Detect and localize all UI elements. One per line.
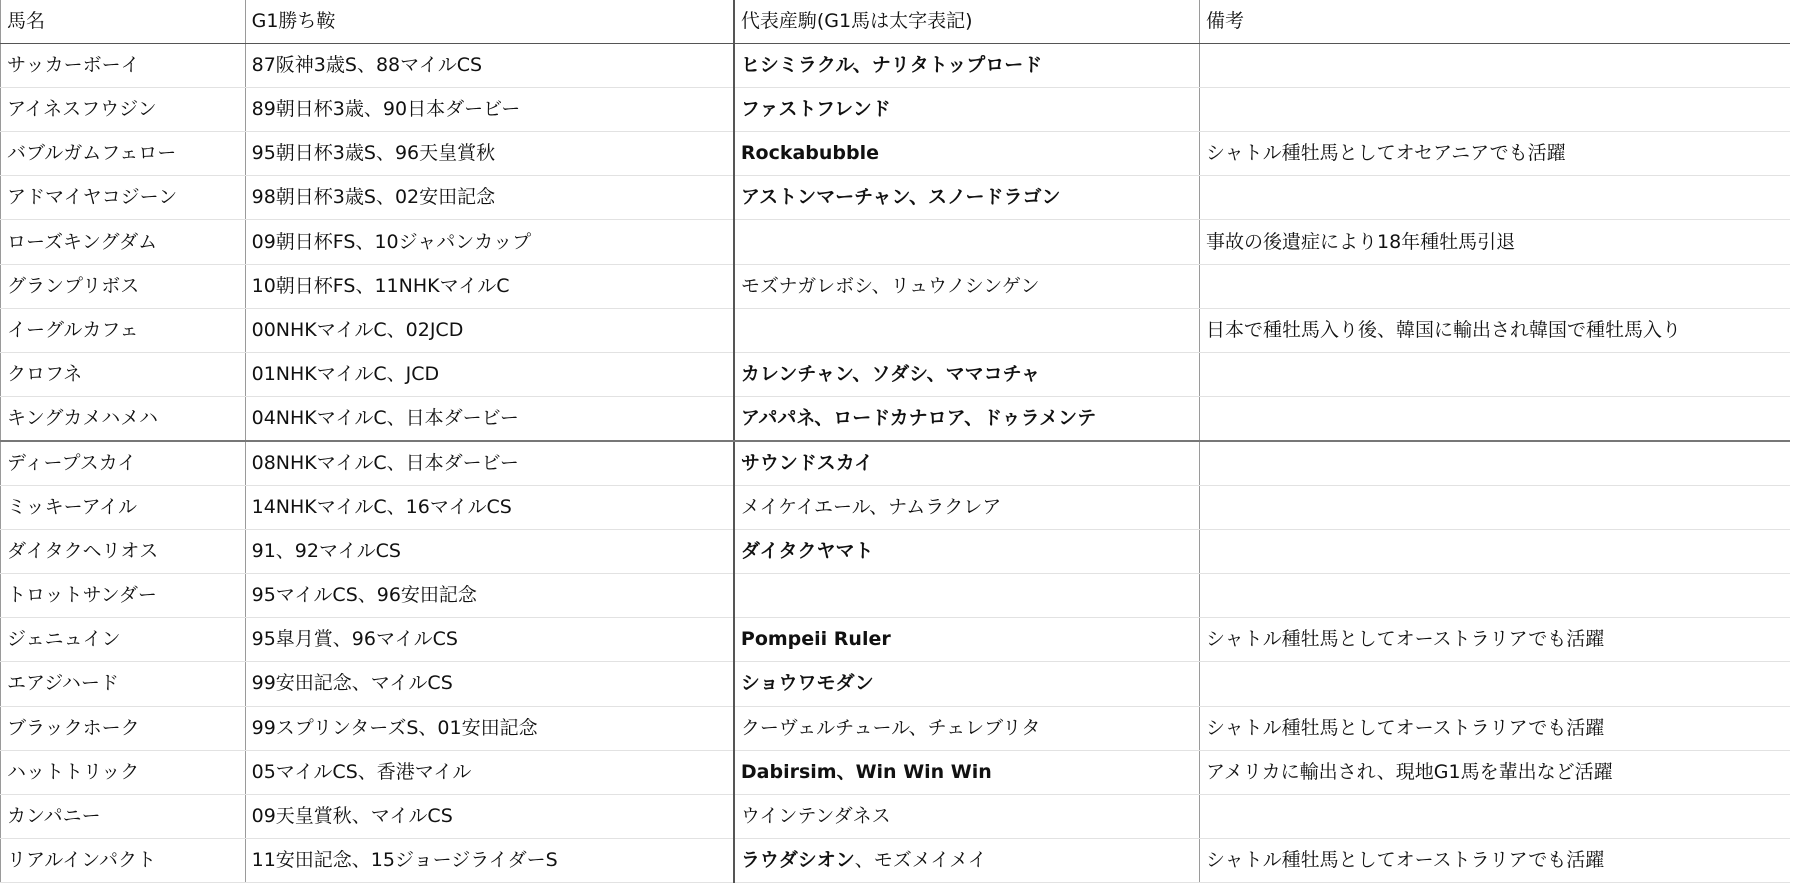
cell-horse-name[interactable]: ブラックホーク bbox=[1, 706, 246, 750]
table-row bbox=[1, 706, 1791, 750]
cell-notes[interactable] bbox=[1200, 44, 1791, 88]
cell-notes[interactable] bbox=[1200, 176, 1791, 220]
cell-horse-name[interactable]: トロットサンダー bbox=[1, 574, 246, 618]
cell-progeny[interactable] bbox=[734, 88, 1200, 132]
cell-progeny[interactable] bbox=[734, 220, 1200, 264]
table-row bbox=[1, 176, 1791, 220]
table-row bbox=[1, 618, 1791, 662]
cell-progeny[interactable] bbox=[734, 486, 1200, 530]
cell-notes[interactable] bbox=[1200, 352, 1791, 396]
cell-horse-name[interactable]: キングカメハメハ bbox=[1, 396, 246, 441]
progeny-text: モズナガレボシ、リュウノシンゲン bbox=[740, 274, 1040, 297]
cell-progeny[interactable] bbox=[734, 132, 1200, 176]
progeny-g1-text: サウンドスカイ bbox=[740, 451, 874, 474]
cell-g1-wins[interactable]: 89朝日杯3歳、90日本ダービー bbox=[245, 88, 734, 132]
cell-g1-wins[interactable]: 00NHKマイルC、02JCD bbox=[245, 308, 734, 352]
progeny-g1-text: Pompeii Ruler bbox=[740, 628, 891, 651]
cell-progeny[interactable] bbox=[734, 176, 1200, 220]
cell-horse-name[interactable]: カンパニー bbox=[1, 794, 246, 838]
table-row bbox=[1, 794, 1791, 838]
table-row bbox=[1, 838, 1791, 882]
cell-g1-wins[interactable]: 05マイルCS、香港マイル bbox=[245, 750, 734, 794]
header-cell-notes[interactable]: 備考 bbox=[1200, 0, 1791, 44]
cell-g1-wins[interactable]: 08NHKマイルC、日本ダービー bbox=[245, 441, 734, 486]
cell-g1-wins[interactable]: 95皐月賞、96マイルCS bbox=[245, 618, 734, 662]
cell-progeny[interactable] bbox=[734, 264, 1200, 308]
cell-progeny[interactable] bbox=[734, 618, 1200, 662]
progeny-g1-text: ラウダシオン bbox=[740, 848, 855, 871]
cell-g1-wins[interactable]: 09朝日杯FS、10ジャパンカップ bbox=[245, 220, 734, 264]
cell-notes[interactable]: シャトル種牡馬としてオーストラリアでも活躍 bbox=[1200, 618, 1791, 662]
cell-progeny[interactable] bbox=[734, 750, 1200, 794]
cell-g1-wins[interactable]: 98朝日杯3歳S、02安田記念 bbox=[245, 176, 734, 220]
cell-progeny[interactable] bbox=[734, 794, 1200, 838]
cell-g1-wins[interactable]: 14NHKマイルC、16マイルCS bbox=[245, 486, 734, 530]
cell-horse-name[interactable]: ダイタクヘリオス bbox=[1, 530, 246, 574]
progeny-g1-text: アストンマーチャン、スノードラゴン bbox=[740, 186, 1061, 209]
table-row bbox=[1, 662, 1791, 706]
table-row bbox=[1, 88, 1791, 132]
cell-progeny[interactable] bbox=[734, 396, 1200, 441]
table-row bbox=[1, 750, 1791, 794]
cell-g1-wins[interactable]: 87阪神3歳S、88マイルCS bbox=[245, 44, 734, 88]
cell-g1-wins[interactable]: 04NHKマイルC、日本ダービー bbox=[245, 396, 734, 441]
cell-notes[interactable] bbox=[1200, 794, 1791, 838]
cell-notes[interactable] bbox=[1200, 441, 1791, 486]
cell-g1-wins[interactable]: 99スプリンターズS、01安田記念 bbox=[245, 706, 734, 750]
progeny-g1-text: ヒシミラクル、ナリタトップロード bbox=[740, 54, 1043, 77]
cell-g1-wins[interactable]: 10朝日杯FS、11NHKマイルC bbox=[245, 264, 734, 308]
cell-notes[interactable]: シャトル種牡馬としてオーストラリアでも活躍 bbox=[1200, 706, 1791, 750]
table-row bbox=[1, 308, 1791, 352]
progeny-text: ウインテンダネス bbox=[740, 804, 891, 827]
cell-horse-name[interactable]: クロフネ bbox=[1, 352, 246, 396]
header-cell-g1-wins[interactable]: G1勝ち鞍 bbox=[245, 0, 734, 44]
cell-progeny[interactable] bbox=[734, 352, 1200, 396]
cell-horse-name[interactable]: バブルガムフェロー bbox=[1, 132, 246, 176]
cell-g1-wins[interactable]: 01NHKマイルC、JCD bbox=[245, 352, 734, 396]
table-row bbox=[1, 574, 1791, 618]
cell-notes[interactable] bbox=[1200, 486, 1791, 530]
cell-progeny[interactable] bbox=[734, 44, 1200, 88]
table-row bbox=[1, 396, 1791, 441]
progeny-text: メイケイエール、ナムラクレア bbox=[740, 496, 1002, 519]
cell-notes[interactable] bbox=[1200, 264, 1791, 308]
table-row bbox=[1, 441, 1791, 486]
cell-horse-name[interactable]: グランプリボス bbox=[1, 264, 246, 308]
table-row bbox=[1, 486, 1791, 530]
cell-horse-name[interactable]: サッカーボーイ bbox=[1, 44, 246, 88]
cell-progeny[interactable] bbox=[734, 308, 1200, 352]
cell-horse-name[interactable]: リアルインパクト bbox=[1, 838, 246, 882]
cell-notes[interactable] bbox=[1200, 574, 1791, 618]
cell-g1-wins[interactable]: 09天皇賞秋、マイルCS bbox=[245, 794, 734, 838]
cell-progeny[interactable] bbox=[734, 662, 1200, 706]
table-row bbox=[1, 44, 1791, 88]
cell-g1-wins[interactable]: 95朝日杯3歳S、96天皇賞秋 bbox=[245, 132, 734, 176]
progeny-g1-text: カレンチャン、ソダシ、ママコチャ bbox=[740, 362, 1041, 385]
table-body bbox=[1, 0, 1791, 882]
progeny-g1-text: Dabirsim、Win Win Win bbox=[740, 760, 992, 783]
progeny-g1-text: ショウワモダン bbox=[740, 672, 874, 695]
cell-notes[interactable] bbox=[1200, 530, 1791, 574]
table-row bbox=[1, 352, 1791, 396]
cell-progeny[interactable] bbox=[734, 706, 1200, 750]
cell-g1-wins[interactable]: 99安田記念、マイルCS bbox=[245, 662, 734, 706]
cell-horse-name[interactable]: ハットトリック bbox=[1, 750, 246, 794]
cell-horse-name[interactable]: ローズキングダム bbox=[1, 220, 246, 264]
cell-horse-name[interactable]: アイネスフウジン bbox=[1, 88, 246, 132]
progeny-text: 、モズメイメイ bbox=[854, 848, 987, 871]
header-cell-progeny[interactable]: 代表産駒(G1馬は太字表記) bbox=[734, 0, 1200, 44]
cell-horse-name[interactable]: ジェニュイン bbox=[1, 618, 246, 662]
cell-progeny[interactable] bbox=[734, 574, 1200, 618]
cell-progeny[interactable] bbox=[734, 838, 1200, 882]
cell-notes[interactable]: シャトル種牡馬としてオーストラリアでも活躍 bbox=[1200, 838, 1791, 882]
cell-horse-name[interactable]: ディープスカイ bbox=[1, 441, 246, 486]
cell-progeny[interactable] bbox=[734, 441, 1200, 486]
cell-horse-name[interactable]: イーグルカフェ bbox=[1, 308, 246, 352]
table-row bbox=[1, 220, 1791, 264]
cell-notes[interactable]: 日本で種牡馬入り後、韓国に輸出され韓国で種牡馬入り bbox=[1200, 308, 1791, 352]
cell-g1-wins[interactable]: 11安田記念、15ジョージライダーS bbox=[245, 838, 734, 882]
progeny-g1-text: アパパネ、ロードカナロア、ドゥラメンテ bbox=[740, 406, 1097, 429]
cell-horse-name[interactable]: ミッキーアイル bbox=[1, 486, 246, 530]
header-cell-name[interactable]: 馬名 bbox=[1, 0, 246, 44]
cell-g1-wins[interactable]: 91、92マイルCS bbox=[245, 530, 734, 574]
cell-notes[interactable] bbox=[1200, 396, 1791, 441]
cell-notes[interactable]: アメリカに輸出され、現地G1馬を輩出など活躍 bbox=[1200, 750, 1791, 794]
cell-notes[interactable] bbox=[1200, 662, 1791, 706]
progeny-g1-text: ファストフレンド bbox=[740, 98, 891, 121]
table-row bbox=[1, 264, 1791, 308]
cell-horse-name[interactable]: エアジハード bbox=[1, 662, 246, 706]
table-row bbox=[1, 530, 1791, 574]
progeny-text: クーヴェルチュール、チェレブリタ bbox=[740, 716, 1041, 739]
cell-notes[interactable]: シャトル種牡馬としてオセアニアでも活躍 bbox=[1200, 132, 1791, 176]
cell-progeny[interactable] bbox=[734, 530, 1200, 574]
progeny-g1-text: Rockabubble bbox=[740, 142, 880, 165]
cell-g1-wins[interactable]: 95マイルCS、96安田記念 bbox=[245, 574, 734, 618]
cell-notes[interactable]: 事故の後遺症により18年種牡馬引退 bbox=[1200, 220, 1791, 264]
progeny-g1-text: ダイタクヤマト bbox=[740, 540, 874, 563]
cell-notes[interactable] bbox=[1200, 88, 1791, 132]
table-row bbox=[1, 132, 1791, 176]
header-row bbox=[1, 0, 1791, 44]
cell-horse-name[interactable]: アドマイヤコジーン bbox=[1, 176, 246, 220]
